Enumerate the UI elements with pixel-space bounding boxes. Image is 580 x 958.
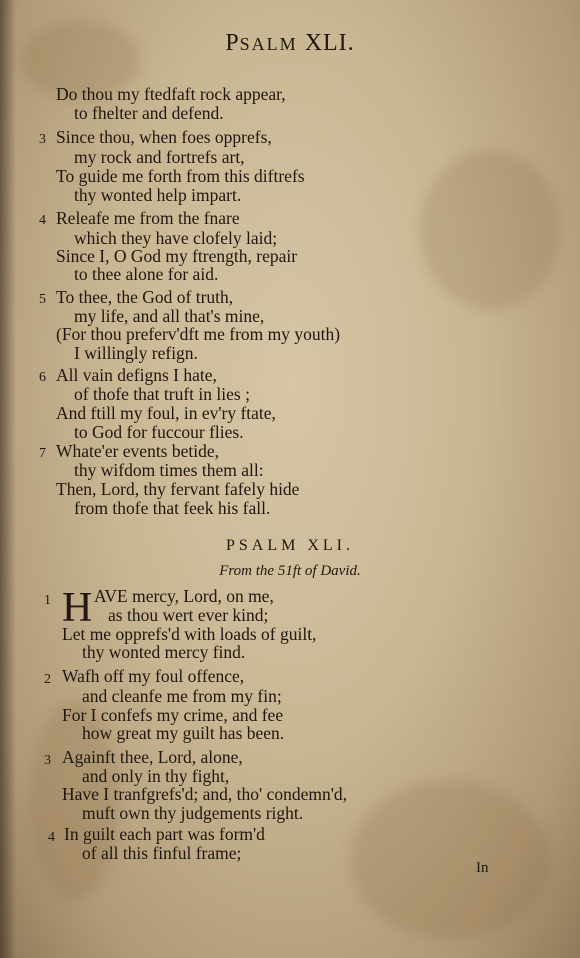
verse-line: Then, Lord, thy fervant fafely hide (56, 479, 300, 499)
verse-line: to God for fuccour flies. (74, 422, 244, 442)
verse-line: as thou wert ever kind; (108, 605, 269, 625)
verse-line: of all this finful frame; (82, 843, 242, 863)
verse-line: Since I, O God my ftrength, repair (56, 246, 298, 266)
verse-number: 5 (39, 292, 46, 307)
verse-number: 3 (39, 132, 46, 147)
page-header (0, 30, 580, 57)
drop-capital: H (62, 585, 93, 631)
verse-line: Wafh off my foul offence, (62, 666, 245, 686)
verse-line: thy wifdom times them all: (74, 460, 264, 480)
verse-number: 7 (39, 446, 46, 461)
verse-line: I willingly refign. (74, 343, 198, 363)
verse-line: of thofe that truft in lies ; (74, 384, 250, 404)
catchword: In (476, 860, 489, 876)
verse-line: All vain defigns I hate, (56, 365, 217, 385)
verse-line: to fhelter and defend. (74, 103, 224, 123)
header-word: SALM (239, 34, 298, 54)
verse-line: thy wonted help impart. (74, 185, 242, 205)
header-initial: P (225, 30, 240, 56)
paper-stain (420, 150, 560, 310)
verse-line: AVE mercy, Lord, on me, (94, 586, 274, 606)
verse-line: Have I tranfgrefs'd; and, tho' condemn'd, (62, 784, 347, 804)
verse-line: how great my guilt has been. (82, 723, 285, 743)
verse-line: my life, and all that's mine, (74, 306, 265, 326)
verse-line: which they have clofely laid; (74, 228, 278, 248)
verse-number: 2 (44, 672, 51, 687)
verse-line: and only in thy fight, (82, 766, 230, 786)
verse-line: For I confefs my crime, and fee (62, 705, 284, 725)
paper-stain (350, 780, 550, 940)
verse-line: Releafe me from the fnare (56, 208, 240, 228)
verse-line: Againft thee, Lord, alone, (62, 747, 243, 767)
verse-line: Do thou my ftedfaft rock appear, (56, 84, 286, 104)
section-title: PSALM XLI. (225, 537, 354, 554)
verse-line: my rock and fortrefs art, (74, 147, 245, 167)
verse-line: and cleanfe me from my fin; (82, 686, 282, 706)
verse-number: 4 (39, 213, 46, 228)
section-subtitle: From the 51ft of David. (219, 563, 361, 579)
verse-line: to thee alone for aid. (74, 264, 219, 284)
verse-line: In guilt each part was form'd (64, 824, 265, 844)
verse-line: thy wonted mercy find. (82, 642, 246, 662)
verse-line: And ftill my foul, in ev'ry ftate, (56, 403, 276, 423)
verse-line: To thee, the God of truth, (56, 287, 234, 307)
verse-line: To guide me forth from this diftrefs (56, 166, 305, 186)
verse-line: muft own thy judgements right. (82, 803, 304, 823)
verse-number: 6 (39, 370, 46, 385)
verse-line: (For thou preferv'dft me from my youth) (56, 324, 341, 344)
verse-line: Whate'er events betide, (56, 441, 220, 461)
verse-line: Since thou, when foes opprefs, (56, 127, 272, 147)
verse-line: from thofe that feek his fall. (74, 498, 271, 518)
verse-number: 1 (44, 593, 51, 608)
verse-number: 4 (48, 830, 55, 845)
page-gutter-shadow (0, 0, 16, 958)
verse-line: Let me opprefs'd with loads of guilt, (62, 624, 317, 644)
header-numeral: XLI. (304, 30, 355, 56)
verse-number: 3 (44, 753, 51, 768)
